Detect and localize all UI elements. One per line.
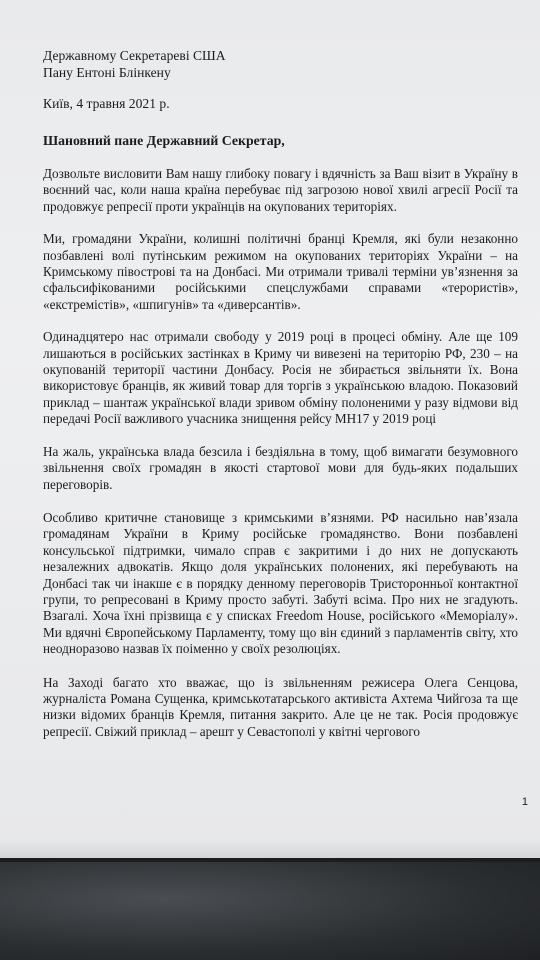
letter-greeting: Шановний пане Державний Секретар, <box>43 133 285 148</box>
letter-paragraph-2: Ми, громадяни України, колишні політичні бранці Кремля, які були незаконно позбавлені волі путінським режимом на окупованих територіях України – на Кримському півострові та на Донбасі. Ми отримали тривалі терміни ув’язнення за сфальсифікованими російськими спецслужбами справами «терористів», «екстремістів», «шпигунів» та «диверсантів». <box>43 231 518 312</box>
page-number: 1 <box>521 796 528 808</box>
desk-background <box>0 858 540 960</box>
letter-paragraph-6: На Заході багато хто вважає, що із звільненням режисера Олега Сенцова, журналіста Романа Сущенка, кримськотатарського активіста Ахтема Чийгоза та ще низки відомих бранців Кремля, питання закрито. Але це не так. Росія продовжує репресії. Свіжий приклад – арешт у Севастополі у квітні чергового <box>43 674 518 739</box>
letter-paragraph-5: Особливо критичне становище з кримськими в’язнями. РФ насильно нав’язала громадянам України в Криму російське громадянство. Вони позбавлені консульської підтримки, чимало справ є закритими і до них не допускають незалежних адвокатів. Якщо доля українських полонених, які перебувають на Донбасі так чи інакше є в порядку денному переговорів Тристоронньої контактної групи, то репресовані в Криму просто забуті. Забуті всіма. Про них не згадують. Взагалі. Хоча їхні прізвища є у списках Freedom House, російського «Меморіалу». Ми вдячні Європейському Парламенту, тому що він єдиний з парламентів світу, хто неодноразово назвав їх поіменно у своїх резолюціях. <box>43 509 518 657</box>
letter-paragraph-1: Дозвольте висловити Вам нашу глибоку повагу і вдячність за Ваш візит в Україну в воєнний час, коли наша країна перебуває під загрозою нової хвилі агресії Росії та продовжує репресії проти українців на окупованих територіях. <box>43 166 518 214</box>
letter-paragraph-3: Одинадцятеро нас отримали свободу у 2019 році в процесі обміну. Але ще 109 лишаються в російських застінках в Криму чи вивезені на територію РФ, 230 – на окупованій території частини Донбасу. Росія не збирається звільняти їх. Вона використовує бранців, як живий товар для торгів з українською владою. Показовий приклад – шантаж української влади зривом обміну полоненими у разу відмови від передачі Росії важливого учасника знищення рейсу МН17 у 2019 році <box>43 329 518 427</box>
addressee-line-2: Пану Ентоні Блінкену <box>43 65 171 80</box>
letter-paragraph-4: На жаль, українська влада безсила і бездіяльна в тому, щоб вимагати безумовного звільнення своїх громадян в якості стартової мови для будь-яких подальших переговорів. <box>43 443 518 492</box>
letter-date: Київ, 4 травня 2021 р. <box>43 96 170 111</box>
addressee-line-1: Державному Секретареві США <box>43 48 226 63</box>
page-shadow-edge <box>0 858 540 862</box>
